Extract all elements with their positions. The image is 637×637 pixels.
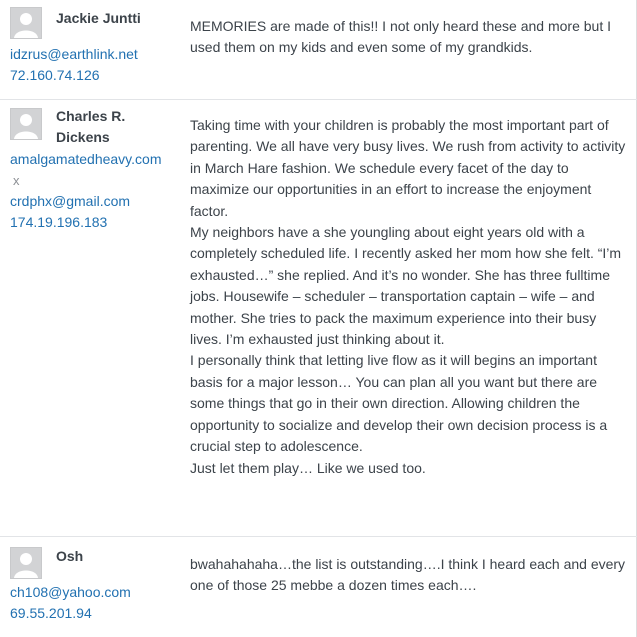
- author-ip-link[interactable]: 72.160.74.126: [10, 67, 100, 83]
- comment-text: [190, 115, 628, 479]
- author-name: Osh: [56, 548, 84, 564]
- author-meta: [10, 149, 162, 233]
- comment-paragraph: Just let them play… Like we used too.: [190, 459, 426, 476]
- author-ip-link[interactable]: 174.19.196.183: [10, 214, 108, 230]
- remove-x-icon[interactable]: x: [13, 173, 20, 188]
- comment-row: [0, 537, 637, 637]
- comment-text: [190, 554, 628, 597]
- author-avatar: [10, 7, 42, 39]
- comment-text: [190, 16, 628, 59]
- comment-paragraph: Taking time with your children is probably the most important part of parenting. We all have very busy lives. We rush from activity to activity in March Hare fashion. We schedule every facet of the day to maximize our opportunities in an effort to increase the enjoyment factor.: [190, 117, 626, 219]
- author-name: Jackie Juntti: [56, 10, 141, 26]
- comment-row: [0, 100, 637, 536]
- author-avatar: [10, 108, 42, 140]
- comment-paragraph: bwahahahaha…the list is outstanding….I think I heard each and every one of those 25 mebbe a dozen times each….: [190, 556, 626, 594]
- author-avatar: [10, 547, 42, 579]
- author-name: Charles R. Dickens: [56, 108, 126, 145]
- author-meta: [10, 582, 162, 624]
- author-meta: [10, 44, 162, 86]
- author-url-link[interactable]: amalgamatedheavy.com: [10, 151, 162, 167]
- author-email-link[interactable]: crdphx@gmail.com: [10, 193, 131, 209]
- comment-paragraph: My neighbors have a she youngling about eight years old with a completely scheduled life. I recently asked her mom how she felt. “I’m exhausted…” she replied. And it’s no wonder. She has three fulltime jobs. Housewife – scheduler – transportation captain – wife – and mother. She tries to pack the maximum experience into their busy lives. I’m exhausted just thinking about it.: [190, 224, 622, 348]
- author-email-link[interactable]: idzrus@earthlink.net: [10, 46, 138, 62]
- comment-paragraph: I personally think that letting live flow as it will begins an important basis for a major lesson… You can plan all you want but there are some things that go in their own direction. Allowing children the opportunity to socialize and develop their own decision process is a crucial step to adolescence.: [190, 352, 608, 455]
- default-avatar-icon: [11, 8, 41, 38]
- comment-row: [0, 0, 637, 99]
- default-avatar-icon: [11, 548, 41, 578]
- author-ip-link[interactable]: 69.55.201.94: [10, 605, 92, 621]
- comment-paragraph: MEMORIES are made of this!! I not only heard these and more but I used them on my kids and even some of my grandkids.: [190, 18, 611, 56]
- author-email-link[interactable]: ch108@yahoo.com: [10, 584, 131, 600]
- default-avatar-icon: [11, 109, 41, 139]
